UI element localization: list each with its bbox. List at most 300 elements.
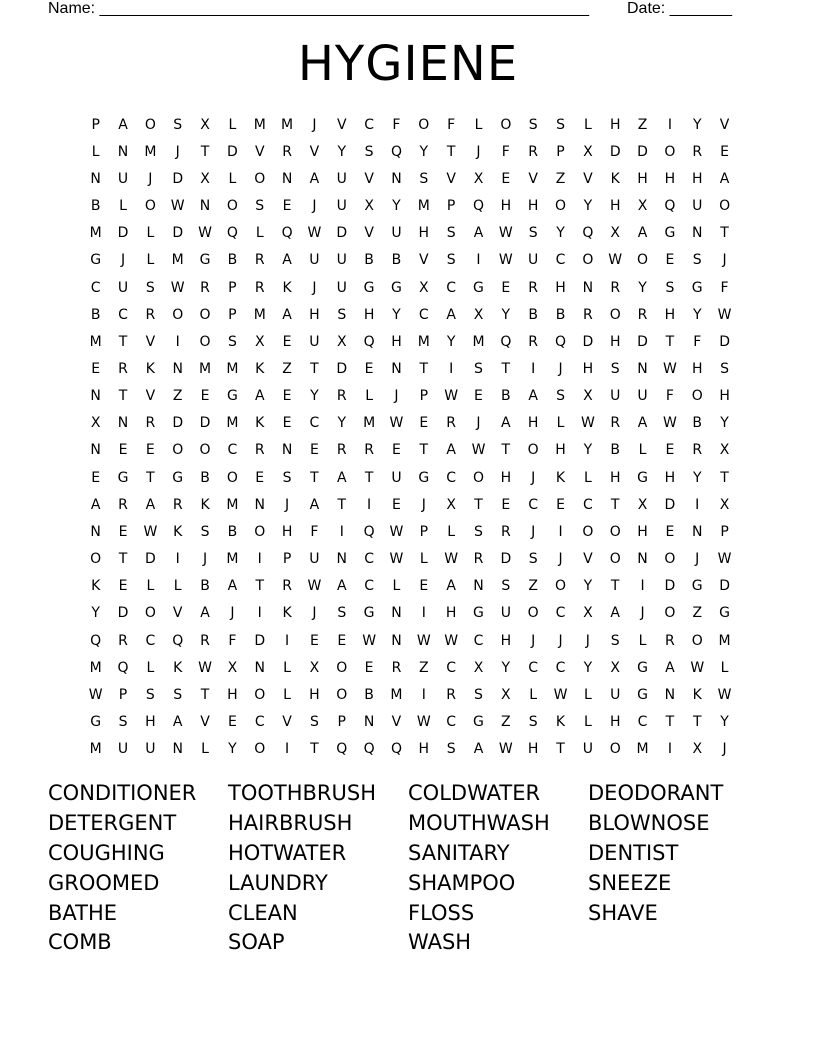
grid-letter: R [582,306,593,323]
grid-letter: E [282,415,292,432]
grid-letter: X [446,496,456,513]
grid-letter: T [118,333,128,350]
grid-letter: G [719,605,730,622]
grid-letter: S [173,116,183,133]
grid-letter: S [665,279,675,296]
grid-letter: S [419,170,429,187]
grid-letter: N [254,659,265,676]
grid-letter: J [230,605,235,622]
grid-letter: L [201,741,209,758]
grid-letter: M [417,198,430,215]
grid-letter: F [720,279,729,296]
grid-letter: N [90,388,101,405]
grid-letter: U [637,388,648,405]
grid-letter: F [693,333,702,350]
grid-letter: R [391,659,402,676]
grid-letter: S [474,523,483,540]
grid-letter: Q [500,333,512,350]
grid-letter: E [501,170,511,187]
grid-letter: W [444,388,459,405]
grid-letter: J [120,252,126,269]
grid-letter: O [144,116,156,133]
grid-letter: C [446,469,457,486]
grid-letter: J [476,415,481,432]
word-list-item: LAUNDRY [228,870,328,895]
grid-letter: R [200,279,210,296]
grid-letter: H [309,686,320,703]
grid-letter: I [695,496,700,513]
grid-letter: L [173,578,182,595]
word-list-item: DETERGENT [48,810,177,835]
grid-letter: E [556,496,565,513]
grid-letter: L [91,143,100,160]
grid-letter: T [118,551,128,568]
grid-letter: H [555,442,566,459]
grid-letter: B [90,198,101,215]
grid-letter: P [282,551,292,568]
grid-letter: O [254,741,266,758]
grid-letter: J [640,605,645,622]
grid-letter: T [501,360,511,377]
grid-letter: M [636,741,649,758]
letter-grid [82,111,738,763]
grid-letter: N [336,551,347,568]
grid-letter: D [637,333,648,350]
grid-letter: M [89,741,102,758]
grid-letter: H [691,360,703,377]
grid-letter: V [145,388,156,405]
grid-letter: M [472,333,485,350]
grid-letter: Y [583,659,593,676]
grid-letter: W [498,741,513,758]
grid-letter: E [118,523,128,540]
grid-letter: W [471,442,486,459]
grid-letter: U [391,469,402,486]
grid-letter: P [556,143,565,160]
word-list-item: COLDWATER [408,781,541,805]
grid-letter: Q [226,225,238,242]
grid-letter: N [637,360,648,377]
grid-letter: Y [392,306,401,323]
grid-letter: I [257,605,262,622]
grid-letter: U [336,279,347,296]
grid-letter: S [474,360,483,377]
grid-letter: M [226,551,239,568]
grid-letter: S [501,578,511,595]
grid-letter: N [254,496,265,513]
grid-letter: A [90,496,101,513]
grid-letter: R [254,279,265,296]
grid-letter: Y [692,306,702,323]
word-list-item: HOTWATER [228,840,347,865]
grid-letter: A [637,415,648,432]
grid-letter: S [364,143,374,160]
word-list-row [48,809,768,839]
grid-letter: O [609,523,621,540]
grid-letter: T [720,225,729,242]
grid-letter: O [418,116,430,133]
grid-letter: E [364,360,374,377]
grid-letter: O [199,442,211,459]
grid-letter: V [254,143,265,160]
grid-letter: C [364,578,374,595]
grid-letter: Z [419,659,429,676]
grid-letter: I [667,741,672,758]
grid-letter: I [421,605,426,622]
grid-letter: L [447,523,456,540]
grid-letter: V [364,225,374,242]
grid-letter: R [610,279,621,296]
grid-letter: N [691,225,703,242]
page-title: HYGIENE [297,36,519,92]
grid-letter: I [175,333,180,350]
grid-letter: R [610,415,621,432]
grid-letter: U [117,170,129,187]
grid-letter: E [364,659,374,676]
grid-letter: V [172,605,183,622]
grid-letter: E [309,442,319,459]
grid-letter: T [665,714,675,731]
grid-letter: G [473,279,484,296]
grid-letter: R [200,632,210,649]
grid-letter: C [528,496,539,513]
grid-letter: A [446,306,456,323]
grid-letter: R [282,578,292,595]
grid-letter: I [339,523,344,540]
grid-letter: W [143,523,158,540]
grid-row [82,410,738,437]
grid-letter: Y [692,469,702,486]
grid-letter: C [446,279,457,296]
grid-letter: P [419,523,429,540]
grid-letter: P [720,523,729,540]
grid-letter: U [309,551,320,568]
grid-row [82,464,738,491]
grid-letter: O [254,523,266,540]
grid-letter: K [555,469,566,486]
grid-letter: A [309,170,320,187]
grid-letter: Z [692,605,703,622]
word-list-item: MOUTHWASH [408,810,550,835]
word-list-item: BATHE [48,900,118,925]
grid-letter: S [692,252,702,269]
grid-letter: H [664,306,676,323]
grid-letter: I [421,686,426,703]
word-list-row [48,869,768,899]
grid-letter: J [394,388,399,405]
grid-letter: L [228,170,237,187]
grid-letter: T [665,333,675,350]
grid-row [82,600,738,627]
grid-letter: W [389,415,404,432]
grid-letter: H [227,686,238,703]
grid-letter: A [719,170,730,187]
grid-letter: B [555,306,566,323]
grid-letter: S [145,279,155,296]
grid-letter: E [665,252,675,269]
grid-letter: C [364,116,374,133]
grid-letter: U [610,686,621,703]
grid-letter: R [118,496,128,513]
grid-letter: O [691,632,703,649]
grid-letter: T [610,496,620,513]
word-list-item: GROOMED [48,870,160,895]
grid-letter: A [145,496,156,513]
grid-letter: O [144,198,156,215]
grid-letter: O [664,605,676,622]
grid-letter: Q [172,632,184,649]
grid-letter: X [501,686,511,703]
grid-letter: S [556,388,565,405]
grid-letter: Q [281,225,293,242]
grid-letter: R [254,442,265,459]
grid-letter: H [500,198,512,215]
grid-letter: E [419,578,429,595]
grid-letter: X [637,496,648,513]
word-list [48,779,768,958]
grid-letter: Y [583,578,593,595]
grid-letter: H [527,198,539,215]
grid-letter: A [501,415,511,432]
grid-letter: O [336,659,348,676]
grid-letter: H [363,306,375,323]
grid-letter: K [173,523,183,540]
word-list-item: CLEAN [228,900,298,925]
grid-letter: A [282,306,292,323]
grid-letter: L [146,659,155,676]
grid-letter: B [200,469,210,486]
grid-letter: V [419,252,429,269]
grid-letter: G [391,279,402,296]
grid-letter: R [446,686,456,703]
grid-letter: O [719,198,731,215]
grid-letter: V [528,170,538,187]
grid-letter: C [555,252,566,269]
grid-letter: W [416,632,431,649]
grid-letter: O [144,605,156,622]
grid-letter: V [391,714,402,731]
grid-letter: I [175,551,180,568]
grid-letter: S [474,686,483,703]
grid-letter: D [609,143,621,160]
grid-letter: R [364,442,374,459]
word-list-item: SHAVE [588,900,658,925]
grid-letter: T [501,442,511,459]
grid-letter: S [610,632,620,649]
grid-letter: T [474,496,483,513]
grid-letter: V [145,333,156,350]
grid-letter: Y [720,714,729,731]
grid-letter: N [637,551,648,568]
grid-letter: W [170,279,185,296]
grid-letter: Q [390,143,402,160]
grid-letter: K [91,578,101,595]
grid-letter: L [283,686,291,703]
grid-letter: H [637,523,648,540]
grid-letter: S [337,306,347,323]
grid-letter: A [336,469,347,486]
grid-letter: S [200,523,210,540]
grid-letter: O [527,442,539,459]
grid-row [82,518,738,545]
grid-row [82,654,738,681]
grid-letter: N [90,442,101,459]
grid-letter: H [609,714,621,731]
grid-letter: M [253,116,266,133]
grid-letter: X [419,279,429,296]
grid-letter: D [719,333,730,350]
grid-letter: J [202,551,208,568]
grid-letter: L [419,551,428,568]
grid-letter: D [172,225,184,242]
grid-letter: L [583,714,592,731]
grid-row [82,355,738,382]
grid-letter: T [200,686,210,703]
grid-letter: D [254,632,266,649]
grid-letter: R [500,523,511,540]
word-list-item: BLOWNOSE [588,810,710,835]
grid-letter: Q [555,333,567,350]
grid-letter: D [664,578,676,595]
grid-letter: K [692,686,702,703]
grid-letter: C [446,714,457,731]
grid-letter: U [610,388,621,405]
word-list-row [48,928,768,958]
grid-letter: T [419,360,429,377]
grid-letter: J [558,632,563,649]
grid-letter: H [719,388,730,405]
grid-letter: C [582,496,593,513]
grid-letter: H [527,741,539,758]
grid-letter: E [282,198,292,215]
grid-letter: R [473,551,484,568]
grid-letter: X [692,741,703,758]
grid-letter: M [363,415,376,432]
grid-letter: K [282,279,292,296]
grid-letter: H [500,632,512,649]
grid-letter: J [312,116,317,133]
grid-row [82,437,738,464]
grid-letter: M [226,496,239,513]
grid-letter: P [118,686,128,703]
grid-letter: O [90,551,102,568]
grid-letter: X [473,170,484,187]
grid-letter: M [226,415,239,432]
grid-letter: J [585,632,590,649]
grid-letter: W [307,225,322,242]
grid-letter: N [90,523,101,540]
grid-letter: H [418,741,430,758]
grid-letter: O [336,686,348,703]
grid-letter: C [555,659,566,676]
grid-letter: U [145,741,156,758]
grid-letter: A [282,252,292,269]
grid-letter: U [391,225,402,242]
grid-letter: D [172,415,184,432]
grid-letter: S [446,252,456,269]
grid-letter: O [500,116,512,133]
grid-letter: M [253,306,266,323]
grid-letter: H [281,523,293,540]
grid-letter: A [446,442,456,459]
grid-letter: L [255,225,264,242]
grid-letter: H [527,415,539,432]
grid-letter: U [336,198,347,215]
grid-row [82,165,738,192]
grid-letter: X [719,496,730,513]
grid-row [82,681,738,708]
grid-letter: K [610,170,620,187]
grid-letter: N [281,170,293,187]
grid-letter: B [227,252,238,269]
grid-letter: R [692,143,703,160]
grid-letter: I [667,116,672,133]
grid-letter: Y [720,415,729,432]
grid-letter: Q [664,198,676,215]
grid-letter: E [392,496,401,513]
grid-letter: H [664,469,676,486]
grid-letter: O [609,306,621,323]
grid-letter: A [610,605,620,622]
grid-letter: J [421,496,426,513]
grid-letter: K [255,360,265,377]
grid-letter: Q [363,333,375,350]
grid-letter: N [391,170,402,187]
grid-letter: B [227,523,238,540]
grid-letter: E [91,469,101,486]
grid-letter: W [307,578,322,595]
grid-letter: A [528,388,538,405]
grid-letter: O [226,198,238,215]
grid-letter: L [392,578,401,595]
grid-letter: H [418,225,430,242]
grid-letter: S [446,225,456,242]
grid-letter: M [89,225,102,242]
grid-letter: P [419,388,429,405]
grid-letter: M [718,632,731,649]
grid-letter: H [609,116,621,133]
grid-letter: A [637,225,648,242]
grid-letter: G [90,252,102,269]
grid-letter: O [254,686,266,703]
word-list-row [48,899,768,929]
grid-letter: O [691,388,703,405]
grid-letter: I [285,632,290,649]
grid-letter: J [695,551,700,568]
grid-letter: K [173,659,183,676]
grid-letter: X [719,442,730,459]
grid-letter: N [281,442,293,459]
grid-letter: X [610,659,620,676]
grid-letter: E [282,388,292,405]
word-list-item: SNEEZE [588,870,672,895]
grid-letter: X [473,659,484,676]
grid-letter: X [90,415,101,432]
grid-letter: N [363,714,375,731]
grid-letter: S [528,116,538,133]
grid-letter: F [447,116,456,133]
grid-letter: S [227,333,237,350]
grid-letter: Y [228,741,237,758]
grid-letter: A [309,496,320,513]
grid-letter: R [528,333,539,350]
grid-letter: I [257,551,262,568]
grid-letter: Q [582,225,594,242]
grid-letter: J [285,496,290,513]
grid-letter: U [528,252,539,269]
grid-letter: M [89,333,102,350]
grid-letter: H [500,469,512,486]
